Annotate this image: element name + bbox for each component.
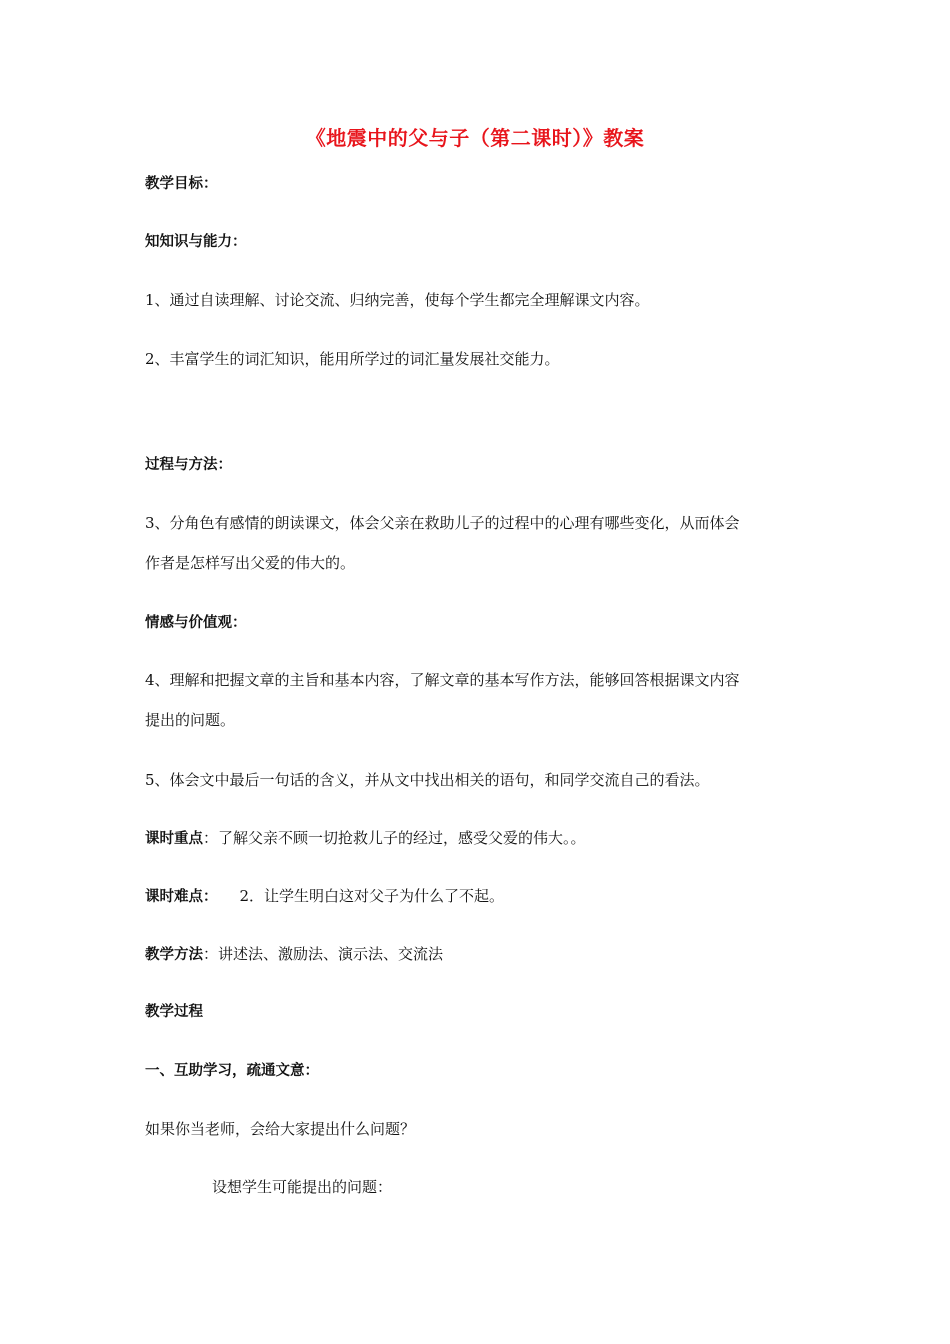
objective-item-3-line-2: 作者是怎样写出父爱的伟大的。 [145, 554, 356, 572]
method-label: 教学方法 [145, 947, 203, 963]
objective-item-1: 1、通过自读理解、讨论交流、归纳完善，使每个学生都完全理解课文内容。 [145, 291, 650, 309]
teacher-question: 如果你当老师，会给大家提出什么问题？ [145, 1120, 416, 1138]
objective-item-5: 5、体会文中最后一句话的含义，并从文中找出相关的语句，和同学交流自己的看法。 [145, 771, 710, 789]
document-title-text: 《地震中的父与子（第二课时）》教案 [305, 126, 645, 150]
objective-item-4-line-1: 4、理解和把握文章的主旨和基本内容，了解文章的基本写作方法，能够回答根据课文内容 [145, 671, 740, 689]
difficulty-label: 课时难点： [145, 889, 218, 905]
key-point-text: 了解父亲不顾一切抢救儿子的经过，感受父爱的伟大。。 [218, 829, 586, 847]
key-point-colon: ： [203, 829, 219, 847]
heading-objectives: 教学目标： [145, 176, 218, 192]
document-title [0, 122, 950, 151]
objective-item-3-line-1: 3、分角色有感情的朗读课文，体会父亲在救助儿子的过程中的心理有哪些变化，从而体会 [145, 514, 740, 532]
assumed-questions-intro: 设想学生可能提出的问题： [212, 1178, 393, 1196]
teaching-method [145, 944, 815, 965]
heading-process: 过程与方法： [145, 457, 232, 473]
section-1-heading: 一、互助学习，疏通文意： [145, 1063, 319, 1079]
heading-procedure: 教学过程 [145, 1004, 203, 1020]
heading-emotion: 情感与价值观： [145, 615, 247, 631]
objective-item-2: 2、丰富学生的词汇知识，能用所学过的词汇量发展社交能力。 [145, 350, 560, 368]
difficulty [145, 886, 815, 907]
heading-knowledge: 知知识与能力： [145, 234, 247, 250]
objective-item-4-line-2: 提出的问题。 [145, 711, 236, 729]
method-colon: ： [203, 945, 219, 963]
difficulty-text: 2．让学生明白这对父子为什么了不起。 [239, 887, 505, 905]
method-text: 讲述法、激励法、演示法、交流法 [218, 945, 444, 963]
key-point-label: 课时重点 [145, 831, 203, 847]
key-point [145, 828, 815, 849]
